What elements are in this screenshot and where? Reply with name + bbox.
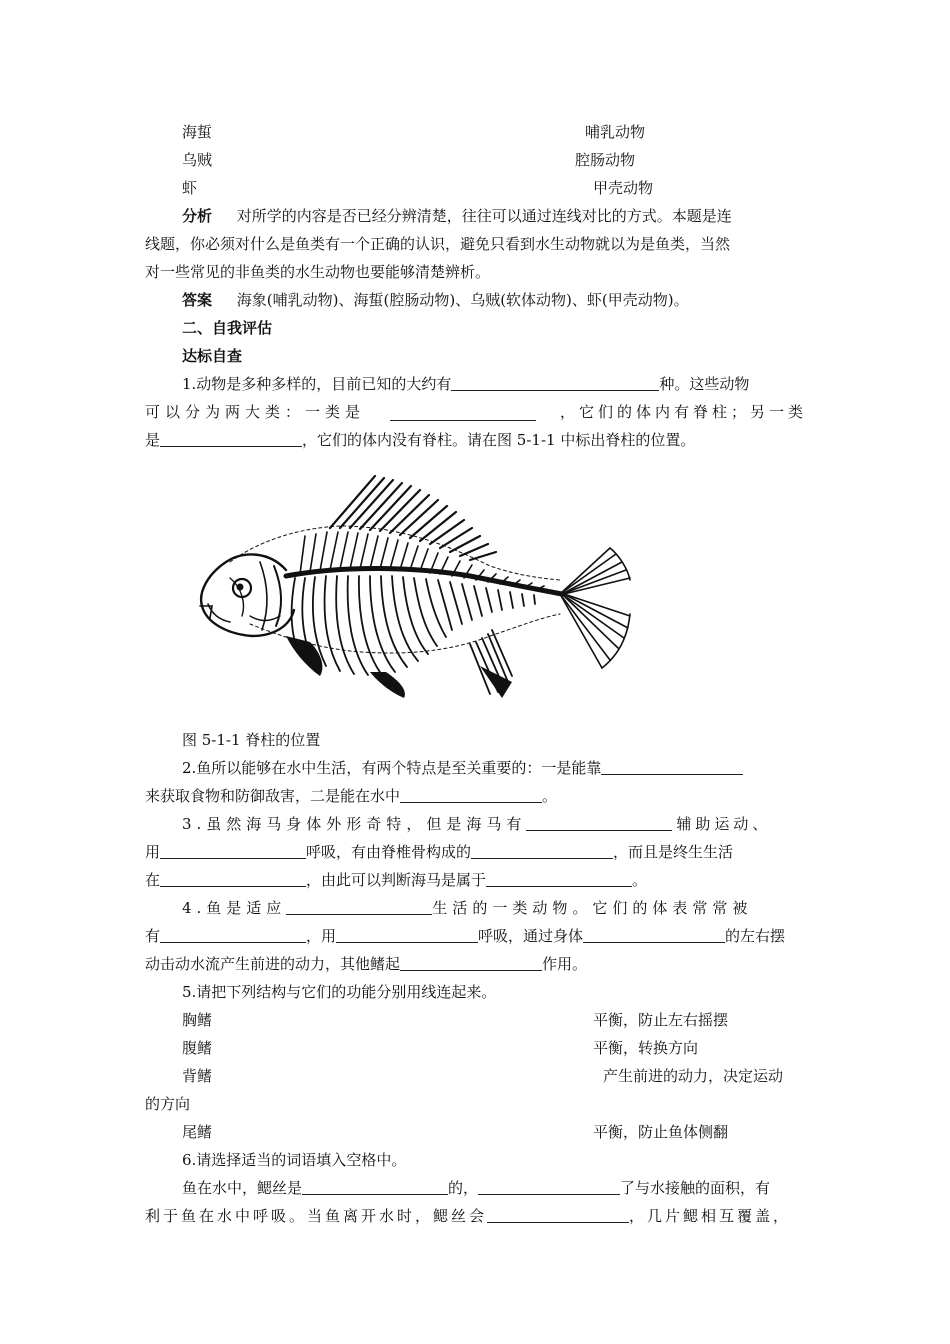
q2-blank-2[interactable] [400,786,542,803]
section-title: 二、自我评估 [182,319,273,337]
q4-blank-3[interactable] [336,926,478,943]
q4-text-f: 的左右摆 [725,927,786,945]
q3-text-g: ，由此可以判断海马是属于 [306,871,487,889]
q3-line-3 [145,869,647,891]
analysis-line-2: 线题，你必须对什么是鱼类有一个正确的认识，避免只看到水生动物就以为是鱼类，当然 [145,235,731,253]
analysis-text-1: 对所学的内容是否已经分辨清楚，往往可以通过连线对比的方式。本题是连 [236,207,732,225]
q4-line-2 [145,925,785,947]
q2-line-2 [145,785,557,807]
match-left-3: 虾 [182,179,198,197]
q6-line-2 [145,1205,791,1227]
q6-blank-3[interactable] [487,1206,629,1223]
section-subtitle: 达标自查 [182,347,243,365]
q6-title: 6.请选择适当的词语填入空格中。 [182,1151,407,1169]
answer-label: 答案 [182,291,213,309]
q2-blank-1[interactable] [601,758,743,775]
q6-text-b: 的， [448,1179,479,1197]
q3-text-h: 。 [632,871,648,889]
q5-title: 5.请把下列结构与它们的功能分别用线连起来。 [182,983,497,1001]
analysis-line-1 [182,205,732,227]
q1-text-d: ，它们的体内有脊柱；另一类 [559,403,807,421]
q4-text-g: 动击动水流产生前进的动力，其他鳍起 [145,955,401,973]
q6-text-d: 利于鱼在水中呼吸。当鱼离开水时，鳃丝会 [145,1207,488,1225]
q4-blank-5[interactable] [400,954,542,971]
q5-right-1: 平衡，防止左右摇摆 [593,1011,729,1029]
q4-text-e: 呼吸，通过身体 [478,927,584,945]
q5-right-4: 平衡，防止鱼体侧翻 [593,1123,729,1141]
q6-text-e: ，几片鳃相互覆盖， [629,1207,792,1225]
q3-text-a: 3.虽然海马身体外形奇特，但是海马有 [182,815,527,833]
q3-blank-1[interactable] [526,814,672,831]
q1-line-2 [145,401,807,423]
q3-line-1 [182,813,771,835]
analysis-line-3: 对一些常见的非鱼类的水生动物也要能够清楚辨析。 [145,263,491,281]
analysis-label: 分析 [182,207,213,225]
answer-text: 海象(哺乳动物)、海蜇(腔肠动物)、乌贼(软体动物)、虾(甲壳动物)。 [236,291,689,309]
match-left-2: 乌贼 [182,151,213,169]
q4-line-3 [145,953,587,975]
tail-fin [560,548,630,668]
q1-text-a: 1.动物是多种多样的，目前已知的大约有 [182,375,452,393]
pelvic-fin [370,672,405,698]
q4-text-c: 有 [145,927,161,945]
q2-line-1 [182,757,743,779]
q2-text-a: 2.鱼所以能够在水中生活，有两个特点是至关重要的：一是能靠 [182,759,602,777]
match-right-1: 哺乳动物 [585,123,646,141]
q3-blank-3[interactable] [471,842,613,859]
q5-left-1: 胸鳍 [182,1011,213,1029]
q3-text-b: 辅助运动、 [676,815,772,833]
q2-text-b: 来获取食物和防御敌害，二是能在水中 [145,787,401,805]
q5-right-2: 平衡，转换方向 [593,1039,699,1057]
q1-line-3 [145,429,695,451]
q6-line-1 [182,1177,770,1199]
q2-text-c: 。 [542,787,558,805]
q1-line-1 [182,373,749,395]
q4-text-d: ，用 [306,927,337,945]
q3-blank-2[interactable] [160,842,306,859]
q3-text-d: 呼吸，有由脊椎骨构成的 [306,843,472,861]
match-right-3: 甲壳动物 [593,179,654,197]
q5-left-3: 背鳍 [182,1067,213,1085]
q3-text-e: ，而且是终生生活 [613,843,734,861]
answer-line [182,289,689,311]
q1-blank-2[interactable] [390,404,536,421]
q3-blank-5[interactable] [486,870,632,887]
q4-text-b: 生活的一类动物。它们的体表常常被 [432,899,753,917]
q3-text-f: 在 [145,871,161,889]
q4-line-1 [182,897,752,919]
match-left-1: 海蜇 [182,123,213,141]
q4-blank-4[interactable] [583,926,725,943]
figure-caption: 图 5-1-1 脊柱的位置 [182,731,321,749]
q6-text-c: 了与水接触的面积，有 [620,1179,771,1197]
q5-right-3: 产生前进的动力，决定运动 [603,1067,784,1085]
q4-text-h: 作用。 [542,955,588,973]
q1-blank-3[interactable] [160,430,302,447]
q5-left-4: 尾鳍 [182,1123,213,1141]
q1-blank-1[interactable] [451,374,659,391]
q3-blank-4[interactable] [160,870,306,887]
q3-text-c: 用 [145,843,161,861]
q3-line-2 [145,841,733,863]
q1-text-b: 种。这些动物 [659,375,750,393]
q4-text-a: 4.鱼是适应 [182,899,287,917]
q5-left-2: 腹鳍 [182,1039,213,1057]
q4-blank-2[interactable] [160,926,306,943]
q4-blank-1[interactable] [286,898,432,915]
q6-blank-2[interactable] [478,1178,620,1195]
q5-wrap: 的方向 [145,1095,191,1113]
q6-blank-1[interactable] [302,1178,448,1195]
q1-text-c: 可以分为两大类：一类是 [145,403,366,421]
fish-skeleton-figure [190,466,650,726]
q1-text-e: 是 [145,431,161,449]
q1-text-f: ，它们的体内没有脊柱。请在图 5-1-1 中标出脊柱的位置。 [302,431,696,449]
match-right-2: 腔肠动物 [575,151,636,169]
q6-text-a: 鱼在水中，鳃丝是 [182,1179,303,1197]
